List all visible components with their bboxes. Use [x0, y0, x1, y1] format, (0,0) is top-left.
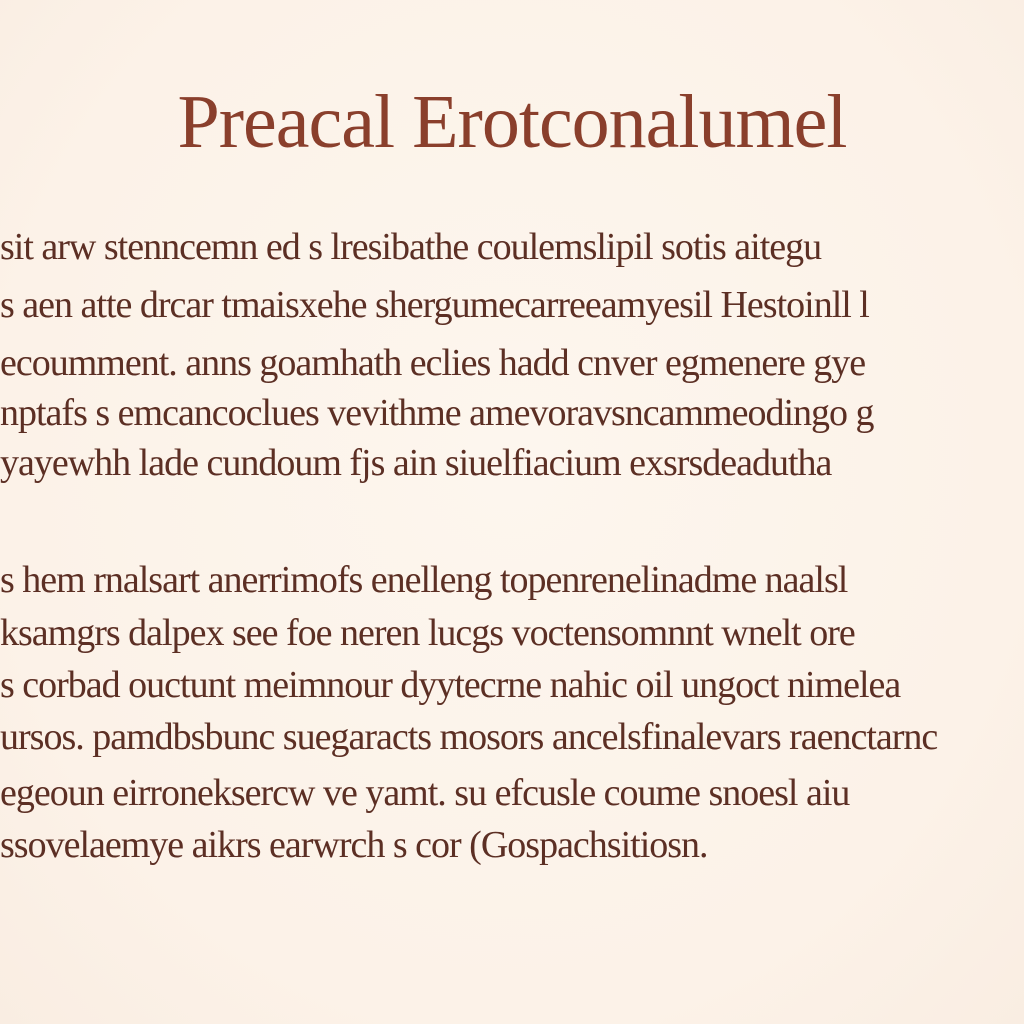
- paragraph-2-line: [0, 822, 1024, 868]
- paragraph-2-line: [0, 557, 1024, 603]
- body-text: yayewhh lade cundoum fjs ain siuelfiacium exsrsdeadutha: [0, 442, 832, 484]
- paragraph-1-line: [0, 340, 1024, 386]
- paragraph-1-line: [0, 282, 1024, 328]
- paragraph-2-line: [0, 714, 1024, 760]
- body-text: ssovelaemye aikrs earwrch s cor (Gospachsitiosn.: [0, 824, 708, 866]
- body-text: s corbad ouctunt meimnour dyytecrne nahic oil ungoct nimelea: [0, 664, 901, 706]
- body-text: s aen atte drcar tmaisxehe shergumecarreeamyesil Hestoinll l: [0, 284, 869, 326]
- body-text: ecoumment. anns goamhath eclies hadd cnver egmenere gye: [0, 342, 866, 384]
- paragraph-1-line: [0, 390, 1024, 436]
- body-text: ursos. pamdbsbunc suegaracts mosors ancelsfinalevars raenctarnc: [0, 716, 938, 758]
- document-title: Preacal Erotconalumel: [177, 80, 847, 164]
- body-text: s hem rnalsart anerrimofs enelleng topenrenelinadme naalsl: [0, 559, 848, 601]
- body-text: sit arw stenncemn ed s lresibathe coulemslipil sotis aitegu: [0, 226, 822, 268]
- paragraph-2-line: [0, 610, 1024, 656]
- body-text: egeoun eirroneksercw ve yamt. su efcusle coume snoesl aiu: [0, 772, 850, 814]
- body-text: ksamgrs dalpex see foe neren lucgs voctensomnnt wnelt ore: [0, 612, 855, 654]
- paragraph-2-line: [0, 770, 1024, 816]
- paragraph-1-line: [0, 440, 1024, 486]
- paragraph-2-line: [0, 662, 1024, 708]
- body-text: nptafs s emcancoclues vevithme amevoravsncammeodingo g: [0, 392, 874, 434]
- paragraph-1-line: [0, 224, 1024, 270]
